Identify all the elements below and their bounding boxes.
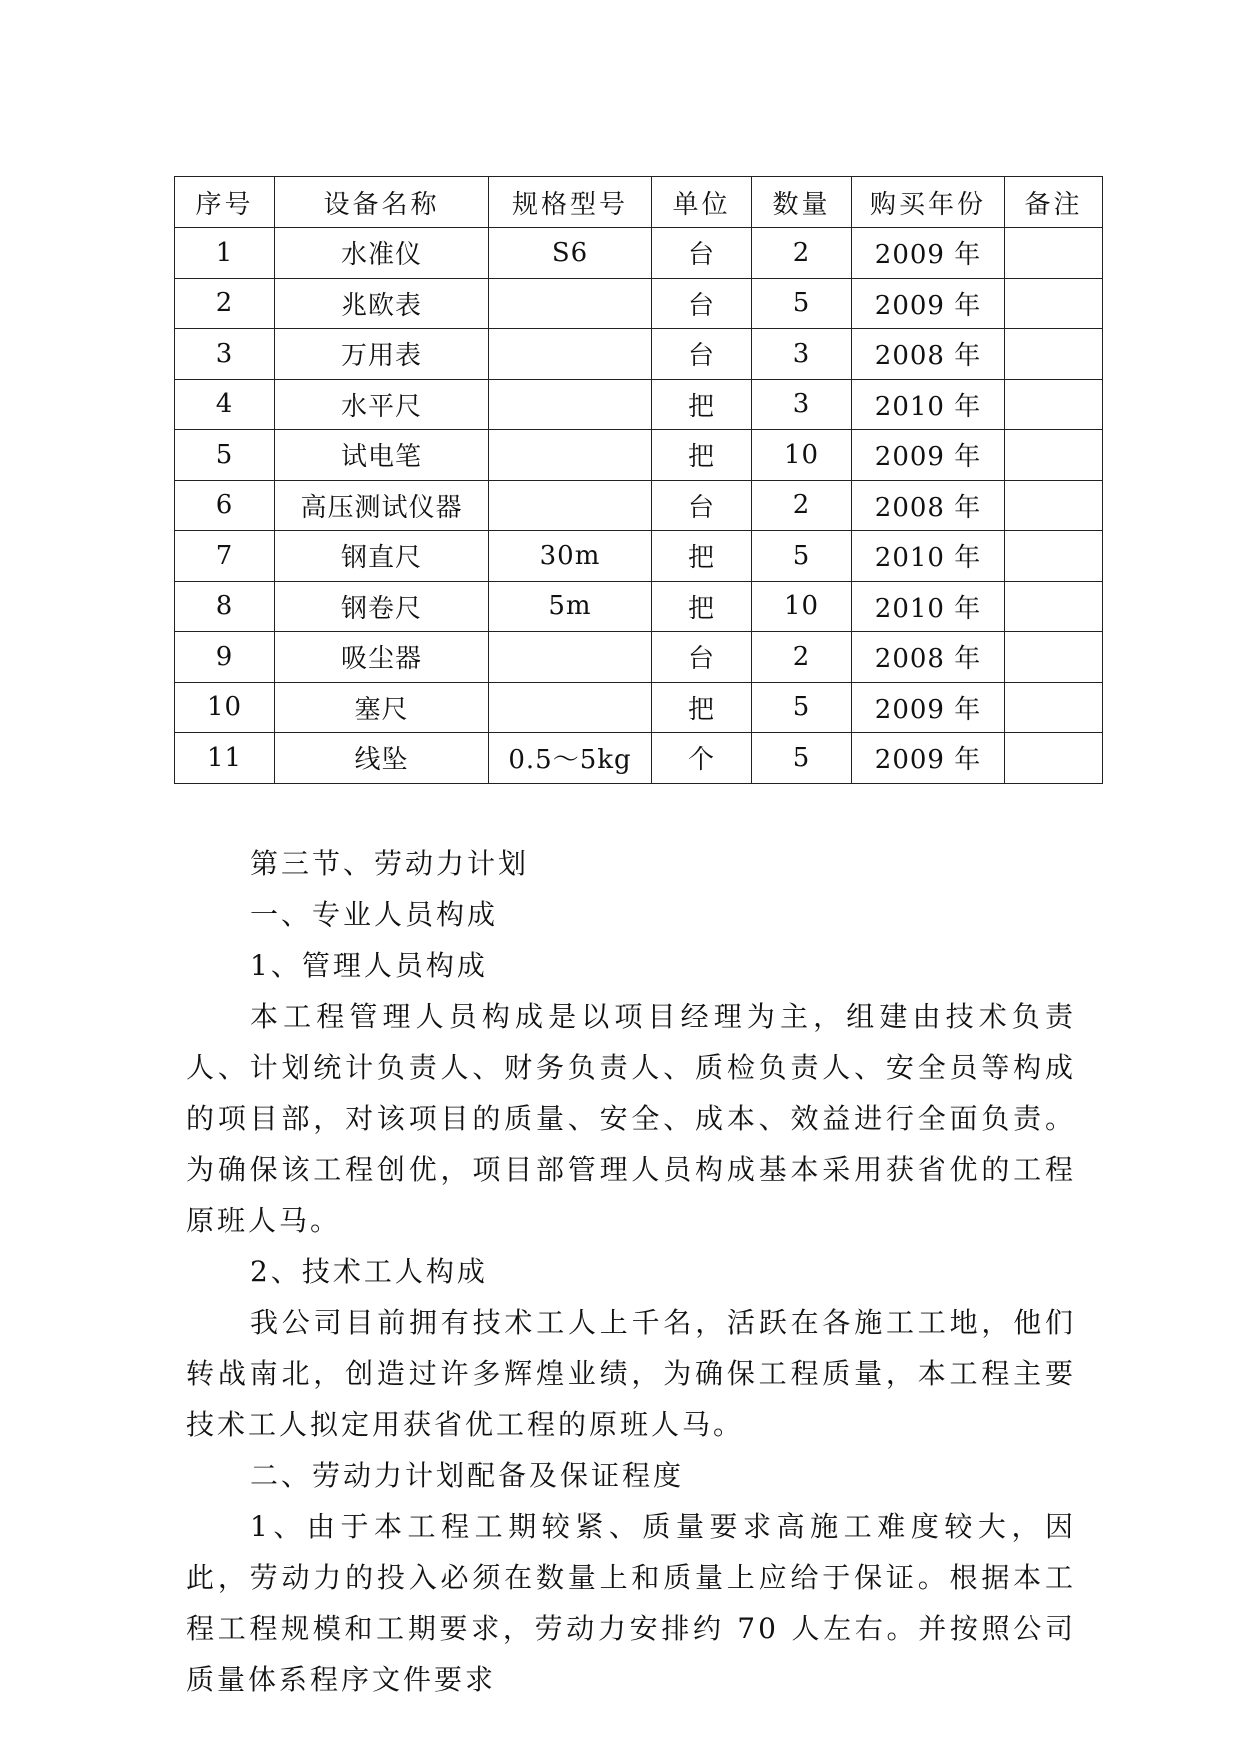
equipment-table: [174, 176, 1103, 784]
header-cell: 备注: [1005, 177, 1103, 228]
table-row: [175, 379, 1103, 430]
table-cell: [1005, 228, 1103, 279]
table-cell: 2: [175, 278, 275, 329]
table-cell: [489, 682, 652, 733]
table-cell: 2008 年: [852, 480, 1005, 531]
table-cell: 把: [652, 581, 752, 632]
table-row: [175, 228, 1103, 279]
table-cell: 2009 年: [852, 278, 1005, 329]
table-cell: 3: [752, 379, 852, 430]
heading-labor-plan: 二、劳动力计划配备及保证程度: [250, 1459, 685, 1492]
table-cell: 3: [175, 329, 275, 380]
table-cell: 试电笔: [275, 430, 489, 481]
table-cell: 2010 年: [852, 581, 1005, 632]
table-cell: [1005, 531, 1103, 582]
table-cell: [489, 632, 652, 683]
table-cell: 兆欧表: [275, 278, 489, 329]
section-title: 第三节、劳动力计划: [250, 847, 530, 880]
table-cell: 5m: [489, 581, 652, 632]
table-cell: 把: [652, 379, 752, 430]
table-cell: 5: [175, 430, 275, 481]
table-row: [175, 430, 1103, 481]
table-cell: 2: [752, 480, 852, 531]
table-cell: [1005, 632, 1103, 683]
table-cell: [489, 480, 652, 531]
table-cell: 钢卷尺: [275, 581, 489, 632]
table-cell: 30m: [489, 531, 652, 582]
table-cell: 1: [175, 228, 275, 279]
table-row: [175, 682, 1103, 733]
table-cell: 11: [175, 733, 275, 784]
table-cell: S6: [489, 228, 652, 279]
subheading-technical-workers: 2、技术工人构成: [250, 1255, 488, 1288]
table-cell: 2009 年: [852, 228, 1005, 279]
table-cell: 钢直尺: [275, 531, 489, 582]
table-cell: 高压测试仪器: [275, 480, 489, 531]
table-cell: 9: [175, 632, 275, 683]
table-cell: 7: [175, 531, 275, 582]
table-cell: 8: [175, 581, 275, 632]
table-row: [175, 480, 1103, 531]
table-cell: 2008 年: [852, 632, 1005, 683]
table-cell: [1005, 278, 1103, 329]
table-cell: 把: [652, 682, 752, 733]
table-cell: 5: [752, 733, 852, 784]
header-cell: 设备名称: [275, 177, 489, 228]
table-row: [175, 531, 1103, 582]
table-cell: 0.5～5kg: [489, 733, 652, 784]
heading-professional-staff: 一、专业人员构成: [250, 898, 499, 931]
table-cell: [489, 379, 652, 430]
table-cell: 个: [652, 733, 752, 784]
table-cell: [1005, 430, 1103, 481]
table-cell: 5: [752, 278, 852, 329]
header-cell: 购买年份: [852, 177, 1005, 228]
table-cell: 2009 年: [852, 682, 1005, 733]
table-cell: 2009 年: [852, 733, 1005, 784]
header-cell: 单位: [652, 177, 752, 228]
table-cell: [1005, 682, 1103, 733]
table-cell: [1005, 480, 1103, 531]
paragraph-technical-workers: 我公司目前拥有技术工人上千名，活跃在各施工工地，他们转战南北，创造过许多辉煌业绩，为确保工程质量，本工程主要技术工人拟定用获省优工程的原班人马。: [186, 1306, 1076, 1441]
table-cell: 2: [752, 228, 852, 279]
table-cell: 2: [752, 632, 852, 683]
header-cell: 规格型号: [489, 177, 652, 228]
table-cell: 2008 年: [852, 329, 1005, 380]
table-row: [175, 632, 1103, 683]
table-body: [175, 228, 1103, 784]
table-cell: 10: [175, 682, 275, 733]
table-cell: 水准仪: [275, 228, 489, 279]
table-cell: 2010 年: [852, 379, 1005, 430]
header-cell: 数量: [752, 177, 852, 228]
table-cell: 线坠: [275, 733, 489, 784]
table-cell: [1005, 329, 1103, 380]
table-cell: 3: [752, 329, 852, 380]
table-cell: 万用表: [275, 329, 489, 380]
body-text: [186, 838, 1076, 1705]
table-cell: 台: [652, 278, 752, 329]
table-cell: 5: [752, 682, 852, 733]
table-cell: 2009 年: [852, 430, 1005, 481]
paragraph-management-staff: 本工程管理人员构成是以项目经理为主，组建由技术负责人、计划统计负责人、财务负责人、质检负责人、安全员等构成的项目部，对该项目的质量、安全、成本、效益进行全面负责。为确保该工程创优，项目部管理人员构成基本采用获省优的工程原班人马。: [186, 1000, 1076, 1237]
table-cell: 10: [752, 430, 852, 481]
table-cell: 台: [652, 228, 752, 279]
header-cell: 序号: [175, 177, 275, 228]
table-header-row: [175, 177, 1103, 228]
table-cell: 2010 年: [852, 531, 1005, 582]
table-cell: 10: [752, 581, 852, 632]
table-row: [175, 581, 1103, 632]
table-cell: [1005, 581, 1103, 632]
table-cell: [1005, 379, 1103, 430]
table-cell: 吸尘器: [275, 632, 489, 683]
table-cell: [489, 430, 652, 481]
table-cell: 台: [652, 480, 752, 531]
table-cell: 把: [652, 531, 752, 582]
table-cell: 4: [175, 379, 275, 430]
table-cell: 台: [652, 632, 752, 683]
table-row: [175, 278, 1103, 329]
table-cell: 水平尺: [275, 379, 489, 430]
table-cell: 塞尺: [275, 682, 489, 733]
table-cell: 5: [752, 531, 852, 582]
table-cell: 把: [652, 430, 752, 481]
table-cell: 6: [175, 480, 275, 531]
table-cell: [489, 329, 652, 380]
table-cell: [1005, 733, 1103, 784]
subheading-management-staff: 1、管理人员构成: [250, 949, 488, 982]
table-row: [175, 329, 1103, 380]
table-row: [175, 733, 1103, 784]
table-cell: [489, 278, 652, 329]
table-cell: 台: [652, 329, 752, 380]
paragraph-labor-plan: 1、由于本工程工期较紧、质量要求高施工难度较大，因此，劳动力的投入必须在数量上和质量上应给于保证。根据本工程工程规模和工期要求，劳动力安排约 70 人左右。并按照公司质量体系程序文件要求: [186, 1510, 1076, 1696]
